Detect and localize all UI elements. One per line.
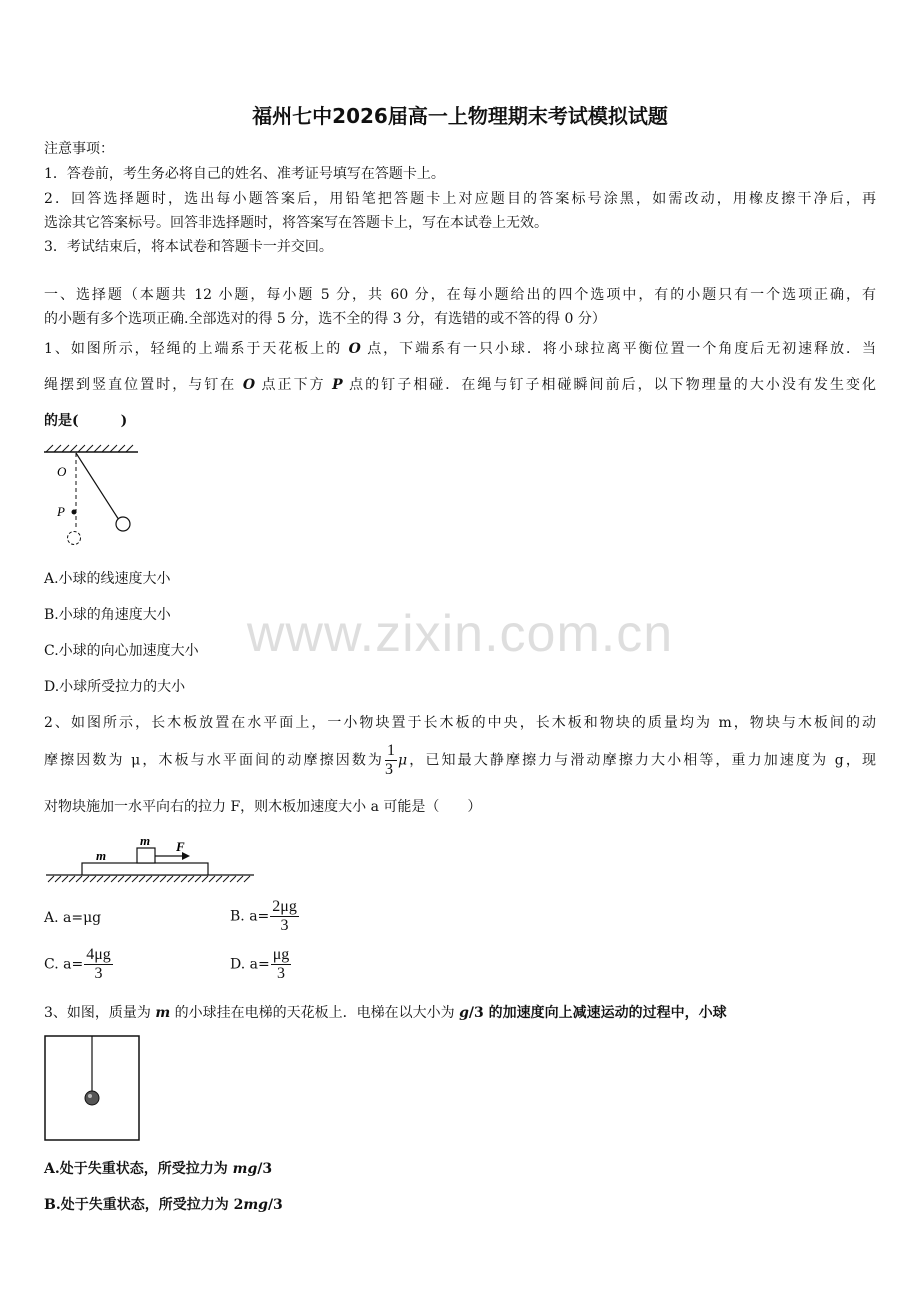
q2-line-1: 2、如图所示，长木板放置在水平面上，一小物块置于长木板的中央，长木板和物块的质量均为 m，物块与木板间的动 [44,715,876,731]
fraction [270,898,299,935]
q3-text: /3 的加速度向上减速运动的过程中，小球 [468,1005,727,1021]
q3-option-a-mg: mg [232,1161,258,1177]
q2-option-d [230,946,292,983]
fraction-numerator: μg [272,946,290,963]
q2-text: ，已知最大静摩擦力与滑动摩擦力大小相等，重力加速度为 g，现 [407,752,876,769]
fraction [84,946,113,983]
q1-option-c: C.小球的向心加速度大小 [44,643,199,659]
q2-option-a: A. a=μg [44,910,102,926]
notice-heading: 注意事项： [44,141,114,157]
q1-line-3: 的是( ) [44,413,128,429]
q1-text: 点正下方 [255,377,333,393]
q3-option-b-text: B.处于失重状态，所受拉力为 2 [44,1197,244,1213]
watermark: www.zixin.com.cn [246,605,674,663]
q2-line-3: 对物块施加一水平向右的拉力 F，则木板加速度大小 a 可能是（ ） [44,799,482,815]
fraction [271,946,292,983]
q3-text: 3、如图，质量为 [44,1005,156,1021]
nail-p [72,510,77,515]
q2-option-c [44,946,114,983]
ground-hatch [48,876,250,882]
q3-option-a-suffix: /3 [257,1161,273,1177]
q1-text: 点，下端系有一只小球．将小球拉离平衡位置一个角度后无初速释放．当 [360,341,877,357]
fraction-one-third [385,742,397,779]
notice-item-3: 3．考试结束后，将本试卷和答题卡一并交回。 [44,239,333,255]
q1-point-o: O [348,341,361,357]
section1-line-b: 的小题有多个选项正确.全部选对的得 5 分，选不全的得 3 分，有选错的或不答的得 0 分） [44,311,606,327]
notice-item-2b: 选涂其它答案标号。回答非选择题时，将答案写在答题卡上，写在本试卷上无效。 [44,215,548,231]
ball-dashed-position [68,532,81,545]
fraction-denominator: 3 [276,965,285,982]
ball [85,1091,99,1105]
q3-text: 的小球挂在电梯的天花板上．电梯在以大小为 [170,1005,460,1021]
fraction-numerator: 1 [387,742,396,759]
q1-point-o: O [242,377,256,393]
fraction-numerator: 2μg [272,898,297,915]
q3-mass-m: m [155,1005,171,1021]
q2-option-c-label: C. a= [44,956,84,973]
notice-item-2a: 2．回答选择题时，选出每小题答案后，用铅笔把答题卡上对应题目的答案标号涂黑，如需改动，用橡皮擦干净后，再 [44,191,876,207]
q1-text: 1、如图所示，轻绳的上端系于天花板上的 [44,341,349,357]
label-force-f: F [176,839,185,854]
ball [116,517,130,531]
q2-option-b [230,898,300,935]
pendulum-figure [40,442,150,552]
label-board-m: m [96,848,107,863]
q3-line-1 [44,1002,727,1022]
elevator-figure [44,1035,142,1143]
q3-g: g [459,1005,469,1021]
q1-option-a: A.小球的线速度大小 [44,571,171,587]
q3-option-a-text: A.处于失重状态，所受拉力为 [44,1161,233,1177]
q2-text: 摩擦因数为 μ，木板与水平面间的动摩擦因数为 [44,752,385,769]
label-block-m: m [140,833,151,848]
ball-highlight [88,1094,92,1098]
q1-option-b: B.小球的角速度大小 [44,607,171,623]
q3-option-b-suffix: /3 [267,1197,283,1213]
section1-line-a: 一、选择题（本题共 12 小题，每小题 5 分，共 60 分，在每小题给出的四个选项中，有的小题只有一个选项正确，有 [44,287,876,303]
fraction-numerator: 4μg [86,946,111,963]
q1-line-2 [44,374,876,394]
mu-symbol: μ [398,752,408,769]
board-block-figure [44,832,256,888]
page-title: 福州七中2026届高一上物理期末考试模拟试题 [252,104,668,128]
q1-point-p: P [332,377,343,393]
q1-line-1 [44,338,876,358]
fraction-denominator: 3 [94,965,103,982]
label-p: P [57,504,65,519]
q1-option-d: D.小球所受拉力的大小 [44,679,186,695]
q3-option-a [44,1158,272,1178]
q2-line-2 [44,742,876,779]
long-board [82,863,208,875]
ceiling-hatch [46,445,133,452]
label-o: O [57,464,67,479]
q2-option-b-label: B. a= [230,908,270,925]
rope [76,453,119,520]
q1-text: 点的钉子相碰．在绳与钉子相碰瞬间前后，以下物理量的大小没有发生变化 [342,377,877,393]
q3-option-b [44,1194,283,1214]
fraction-denominator: 3 [385,761,394,778]
q2-option-d-label: D. a= [230,956,270,973]
fraction-denominator: 3 [280,917,289,934]
q1-text: 绳摆到竖直位置时，与钉在 [44,377,243,393]
q3-option-b-mg: mg [243,1197,268,1213]
small-block [137,848,155,863]
notice-item-1: 1．答卷前，考生务必将自己的姓名、准考证号填写在答题卡上。 [44,166,445,182]
